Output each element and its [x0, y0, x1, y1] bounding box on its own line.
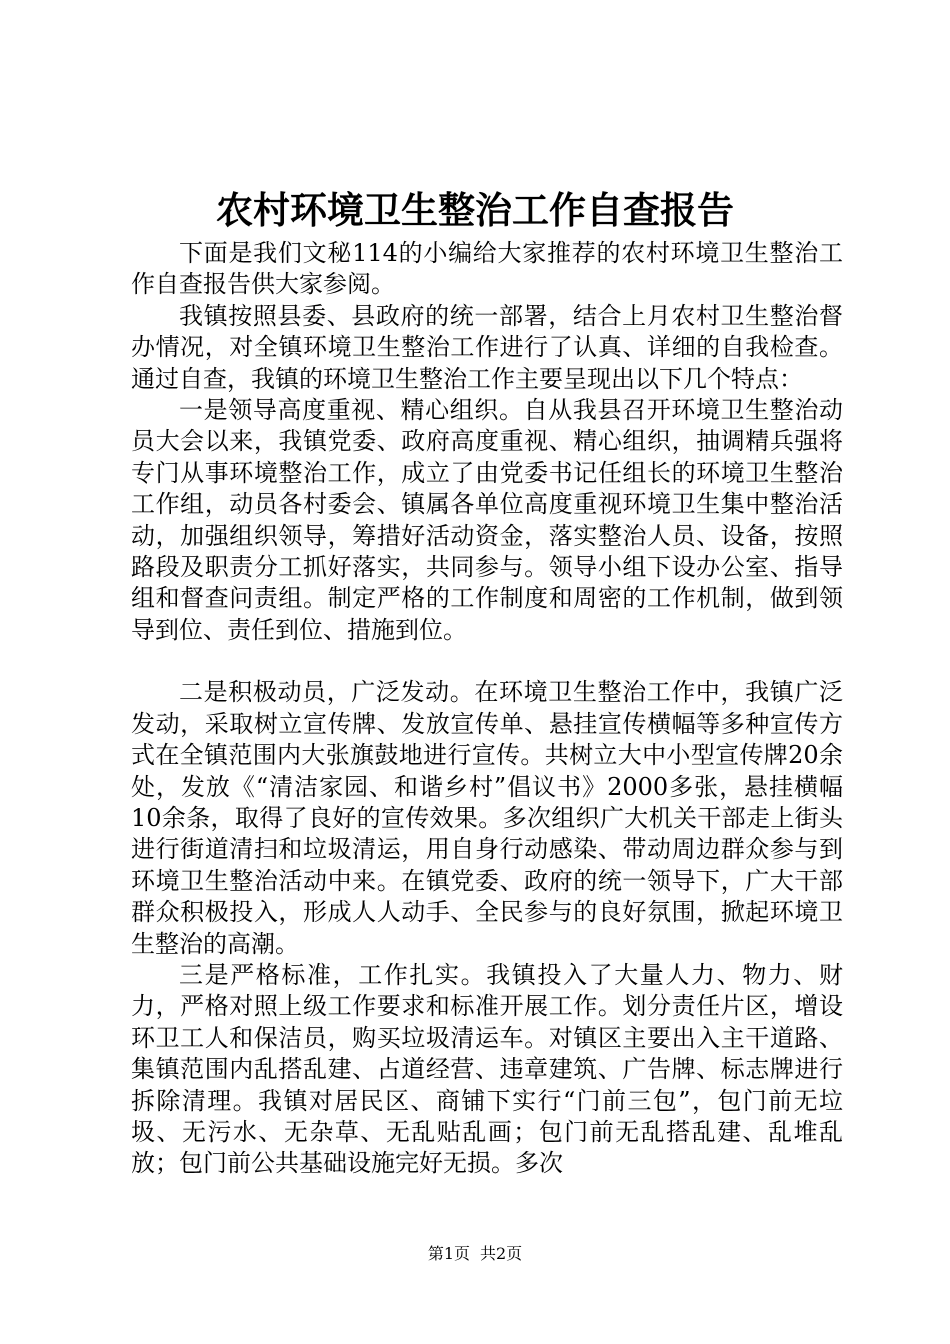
page-number: 第1页 — [427, 1244, 470, 1263]
document-body — [131, 238, 843, 1180]
paragraph-overview: 我镇按照县委、县政府的统一部署，结合上月农村卫生整治督办情况，对全镇环境卫生整治工作进行了认真、详细的自我检查。通过自查，我镇的环境卫生整治工作主要呈现出以下几个特点： — [131, 301, 843, 393]
paragraph-intro: 下面是我们文秘114的小编给大家推荐的农村环境卫生整治工作自查报告供大家参阅。 — [131, 239, 843, 299]
page-total: 共2页 — [480, 1244, 523, 1263]
paragraph-point-one: 一是领导高度重视、精心组织。自从我县召开环境卫生整治动员大会以来，我镇党委、政府高度重视、精心组织，抽调精兵强将专门从事环境整治工作，成立了由党委书记任组长的环境卫生整治工作组，动员各村委会、镇属各单位高度重视环境卫生集中整治活动，加强组织领导，筹措好活动资金，落实整治人员、设备，按照路段及职责分工抓好落实，共同参与。领导小组下设办公室、指导组和督查问责组。制定严格的工作制度和周密的工作机制，做到领导到位、责任到位、措施到位。 — [131, 396, 843, 644]
paragraph-spacer — [131, 646, 843, 677]
page-footer — [0, 1244, 950, 1264]
paragraph-point-three: 三是严格标准，工作扎实。我镇投入了大量人力、物力、财力，严格对照上级工作要求和标准开展工作。划分责任片区，增设环卫工人和保洁员，购买垃圾清运车。对镇区主要出入主干道路、集镇范围内乱搭乱建、占道经营、违章建筑、广告牌、标志牌进行拆除清理。我镇对居民区、商铺下实行“门前三包”，包门前无垃圾、无污水、无杂草、无乱贴乱画；包门前无乱搭乱建、乱堆乱放；包门前公共基础设施完好无损。多次 — [131, 960, 843, 1178]
document-title: 农村环境卫生整治工作自查报告 — [216, 188, 734, 232]
paragraph-point-two: 二是积极动员，广泛发动。在环境卫生整治工作中，我镇广泛发动，采取树立宣传牌、发放宣传单、悬挂宣传横幅等多种宣传方式在全镇范围内大张旗鼓地进行宣传。共树立大中小型宣传牌20余处，发放《“清洁家园、和谐乡村”倡议书》2000多张，悬挂横幅10余条，取得了良好的宣传效果。多次组织广大机关干部走上街头进行街道清扫和垃圾清运，用自身行动感染、带动周边群众参与到环境卫生整治活动中来。在镇党委、政府的统一领导下，广大干部群众积极投入，形成人人动手、全民参与的良好氛围，掀起环境卫生整治的高潮。 — [131, 678, 843, 958]
